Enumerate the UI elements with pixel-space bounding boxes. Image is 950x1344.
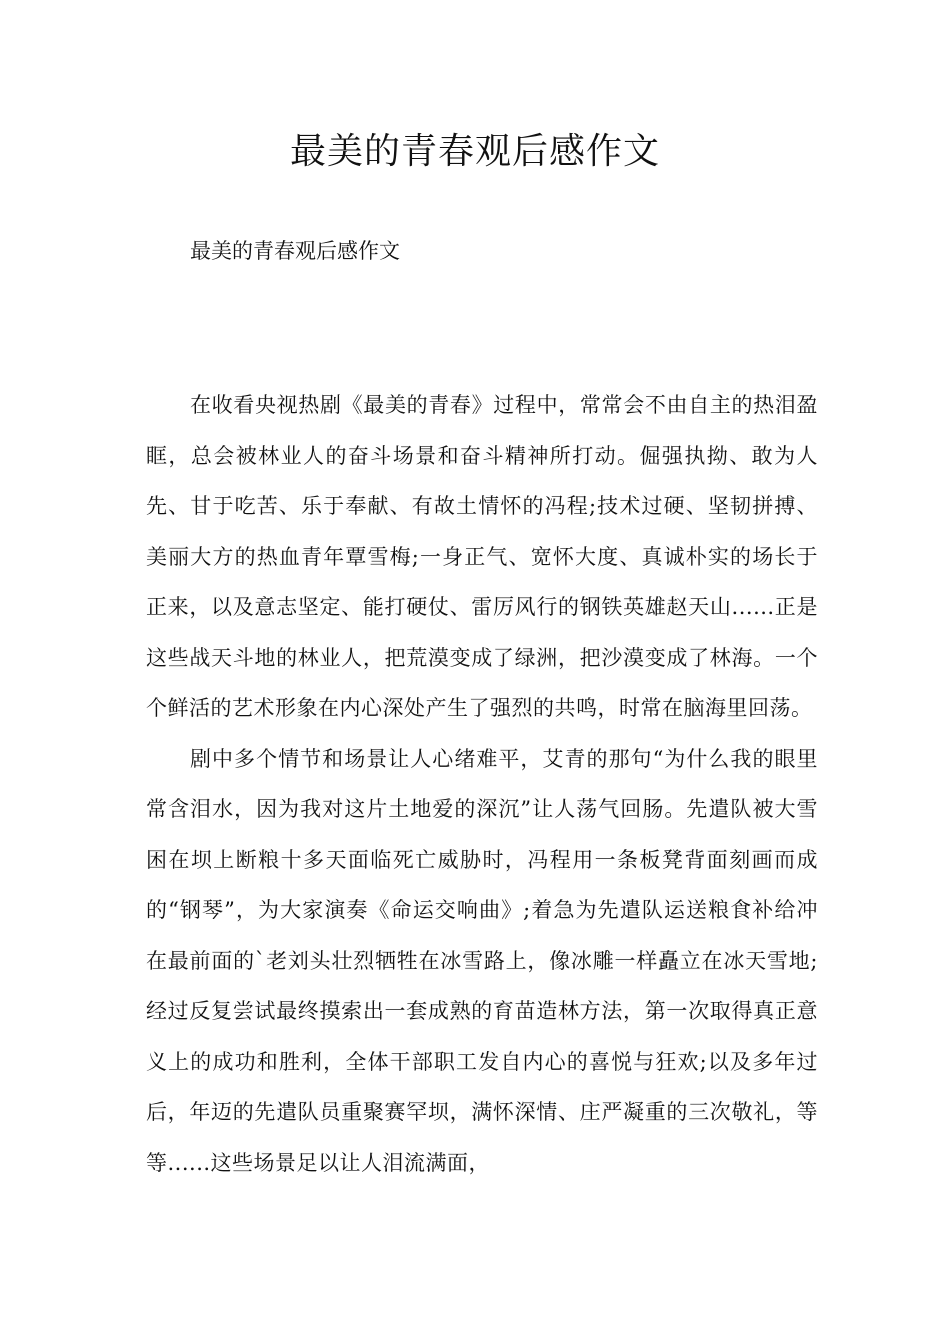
document-body [146, 380, 818, 1188]
body-paragraph: 剧中多个情节和场景让人心绪难平，艾青的那句“为什么我的眼里常含泪水，因为我对这片土地爱的深沉”让人荡气回肠。先遣队被大雪困在坝上断粮十多天面临死亡威胁时，冯程用一条板凳背面刻画而成的“钢琴”，为大家演奏《命运交响曲》;着急为先遣队运送粮食补给冲在最前面的`老刘头壮烈牺牲在冰雪路上，像冰雕一样矗立在冰天雪地;经过反复尝试最终摸索出一套成熟的育苗造林方法，第一次取得真正意义上的成功和胜利，全体干部职工发自内心的喜悦与狂欢;以及多年过后，年迈的先遣队员重聚赛罕坝，满怀深情、庄严凝重的三次敬礼，等等......这些场景足以让人泪流满面， [146, 746, 818, 1175]
document-subtitle: 最美的青春观后感作文 [190, 239, 400, 263]
body-paragraph: 在收看央视热剧《最美的青春》过程中，常常会不由自主的热泪盈眶，总会被林业人的奋斗场景和奋斗精神所打动。倔强执拗、敢为人先、甘于吃苦、乐于奉献、有故土情怀的冯程;技术过硬、坚韧拼搏、美丽大方的热血青年覃雪梅;一身正气、宽怀大度、真诚朴实的场长于正来，以及意志坚定、能打硬仗、雷厉风行的钢铁英雄赵天山......正是这些战天斗地的林业人，把荒漠变成了绿洲，把沙漠变成了林海。一个个鲜活的艺术形象在内心深处产生了强烈的共鸣，时常在脑海里回荡。 [146, 393, 818, 720]
document-title: 最美的青春观后感作文 [289, 131, 660, 172]
